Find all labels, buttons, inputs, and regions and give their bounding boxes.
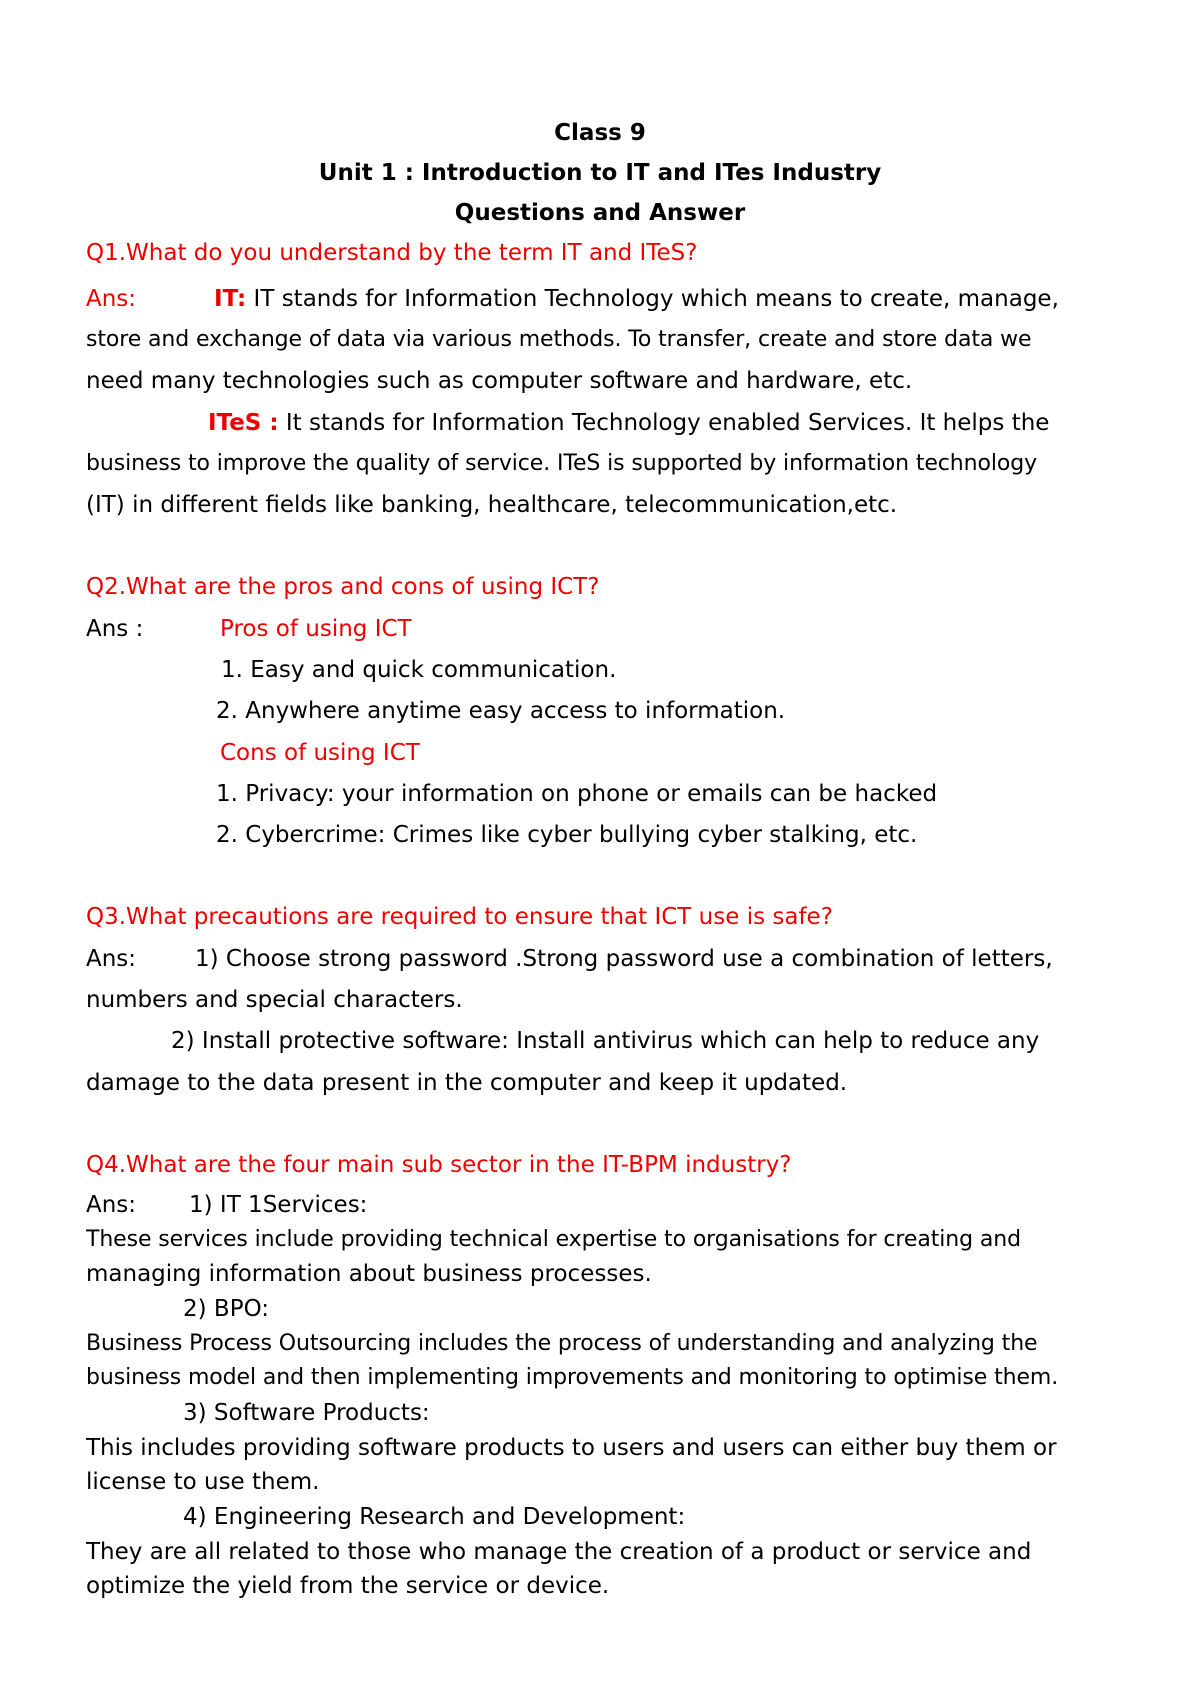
- q4-sector-2-line1: Business Process Outsourcing includes the process of understanding and analyzing the: [86, 1331, 1038, 1356]
- q2-pros-heading: Pros of using ICT: [220, 616, 412, 642]
- q1-it-line3: need many technologies such as computer software and hardware, etc.: [86, 368, 913, 394]
- q1-ites-line1: [208, 408, 1049, 438]
- q1-ites-text1: It stands for Information Technology enabled Services. It helps the: [278, 410, 1050, 436]
- q4-sector-1-title: 1) IT 1Services:: [189, 1192, 368, 1218]
- q3-precaution-1-line2: numbers and special characters.: [86, 987, 463, 1013]
- q3-precaution-2-line2: damage to the data present in the computer and keep it updated.: [86, 1070, 848, 1096]
- q4-sector-1-line2: managing information about business processes.: [86, 1261, 652, 1287]
- q1-ites-line3: (IT) in different fields like banking, healthcare, telecommunication,etc.: [86, 492, 898, 518]
- q3-precaution-2-line1: 2) Install protective software: Install antivirus which can help to reduce any: [171, 1028, 1040, 1054]
- q1-ites-term: ITeS :: [208, 410, 279, 436]
- q4-sector-3-line1: This includes providing software products to users and users can either buy them or: [86, 1435, 1057, 1461]
- q4-question: Q4.What are the four main sub sector in the IT-BPM industry?: [86, 1152, 792, 1178]
- q4-sector-3-title: 3) Software Products:: [183, 1400, 430, 1426]
- q4-sector-1-line1: These services include providing technical expertise to organisations for creating and: [86, 1227, 1021, 1252]
- q2-con-item-1: 1. Privacy: your information on phone or emails can be hacked: [216, 781, 938, 807]
- q1-ans-label: Ans:: [86, 286, 137, 312]
- q1-answer-it-line1: [86, 284, 1059, 314]
- q3-precaution-1-line1: 1) Choose strong password .Strong password use a combination of letters,: [195, 946, 1053, 972]
- q4-sector-2-title: 2) BPO:: [183, 1296, 270, 1322]
- q4-sector-3-line2: license to use them.: [86, 1469, 320, 1495]
- q3-ans-label: Ans:: [86, 946, 137, 972]
- q2-con-item-2: 2. Cybercrime: Crimes like cyber bullying cyber stalking, etc.: [216, 822, 918, 848]
- q1-question: Q1.What do you understand by the term IT and ITeS?: [86, 240, 698, 266]
- q2-cons-heading: Cons of using ICT: [220, 740, 420, 766]
- q1-it-text1: IT stands for Information Technology which means to create, manage,: [246, 286, 1059, 312]
- q3-question: Q3.What precautions are required to ensure that ICT use is safe?: [86, 904, 833, 930]
- q4-sector-2-line2: business model and then implementing improvements and monitoring to optimise them.: [86, 1365, 1059, 1390]
- q2-pro-item-1: 1. Easy and quick communication.: [221, 657, 617, 683]
- q1-it-term: IT:: [214, 286, 247, 312]
- q1-ites-line2: business to improve the quality of service. ITeS is supported by information technology: [86, 451, 1037, 476]
- q2-pro-item-2: 2. Anywhere anytime easy access to information.: [216, 698, 786, 724]
- unit-title: Unit 1 : Introduction to IT and ITes Industry: [318, 160, 882, 186]
- q4-sector-4-title: 4) Engineering Research and Development:: [183, 1504, 686, 1530]
- q2-question: Q2.What are the pros and cons of using ICT?: [86, 574, 600, 600]
- q2-ans-label: Ans :: [86, 616, 144, 642]
- q4-ans-label: Ans:: [86, 1192, 137, 1218]
- q4-sector-4-line1: They are all related to those who manage the creation of a product or service and: [86, 1539, 1032, 1565]
- q4-sector-4-line2: optimize the yield from the service or device.: [86, 1573, 610, 1599]
- q1-it-line2: store and exchange of data via various methods. To transfer, create and store data we: [86, 327, 1032, 352]
- document-subtitle: Questions and Answer: [454, 200, 746, 226]
- class-label: Class 9: [554, 120, 646, 146]
